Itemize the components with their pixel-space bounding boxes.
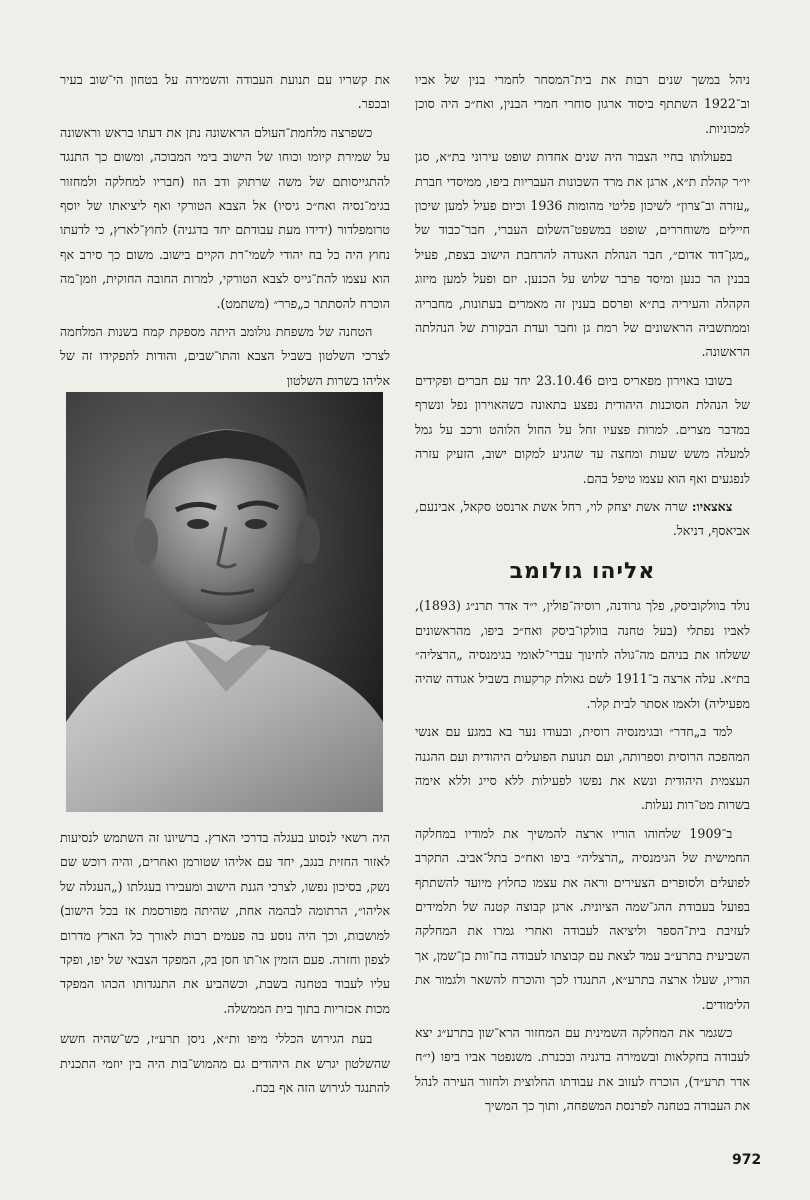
portrait-photo-icon — [66, 392, 383, 812]
left-column-top — [60, 68, 390, 397]
paragraph: את קשריו עם תנועת העבודה והשמירה על בטחון הי־שוב בעיר ובכפר. — [60, 72, 390, 112]
paragraph: ב־1909 שלחוהו הוריו ארצה להמשיך את למודיו במחלקה החמישית של הגימנסיה „הרצליה״ ביפו ואח״כ בתל־אביב. התקרב לפועלים ולסופרים הצעירים וראה את עצמו כחלוץ מיועד להשתתף בפועל בעבודת ההג־שמה הציונית. ארגן קבוצה קטנה של תלמידים לעזיבת בית־הספר וליציאה לעבודה ואחרי גמרו את המחלקה השביעית בתרע״ב עמד לצאת עם קבוצתו לעבודה בח־וות בן־שמן, אך הוריו, שעלו ארצה בתרע״א, התנגדו לכך והוכרח להשאר ולגמור את הלימודים. — [415, 825, 750, 1012]
paragraph: הטחנה של משפחת גולומב היתה מספקת קמח בשנות המלחמה לצרכי השלטון בשביל הצבא והתו־שבים, והודות לתפקידו זה של אליהו בשרות השלטון — [60, 324, 390, 388]
page-number: 972 — [732, 1152, 762, 1168]
left-column-bottom — [60, 826, 390, 1106]
paragraph: ניהל במשך שנים רבות את בית־המסחר לחמרי בנין של אביו וב־1922 השתתף ביסוד ארגון סוחרי חמרי הבנין, ואח״כ היה סוכן למכוניות. — [415, 72, 750, 136]
paragraph: בעת הגירוש הכללי מיפו ות״א, ניסן תרע״ז, כש־שהיה חשש שהשלטון יגרש את היהודים גם מהמוש־בות היה בין יוזמי התכנית להתנגד לגירוש הזה אף בכח. — [60, 1031, 390, 1096]
descendants-label: צאצאיו: — [691, 498, 733, 514]
paragraph: היה רשאי לנסוע בעגלה בדרכי הארץ. ברשיונו זה השתמש לנסיעות לאזור החזית בנגב, יחד עם אליהו שטורמן ואחרים, והיה רוכש שם נשק, בסיכון נפשו, לצרכי הגנת הישוב ומעבירו בעגלתו („העגלה של אליהו״, הרתומה לבהמה אחת, שהיתה מפורסמת אז בכל הישוב) למושבות, וכך היה נוסע בה פעמים רבות לאורך כל הארץ מדרום לצפון וחזרה. פעם הזמין או־תו חסן בק, המפקד הצבאי של יפו, ופקד עליו לעבוד בטחנה בשבת, וכשהביע את התנגדותו הכהו המפקד מכות אכזריות בתוך בית הממשלה. — [60, 830, 390, 1016]
portrait-photo — [66, 392, 383, 812]
paragraph: כשגמר את המחלקה השמינית עם המחזור הרא־שון בתרע״ג יצא לעבודה בחקלאות ובשמירה בדגניה ובכנרת. משנפטר אביו ביפו (י״ח אדר תרע״ד), הוכרח לעזוב את עבודתו החלוצית ולחזור העירה לנהל את העבודה בטחנה לפרנסת המשפחה, ותוך כך המשיך — [415, 1025, 750, 1114]
paragraph: נולד בוולקוביסק, פלך גרודנה, רוסיה־פולין, י״ד אדר תרנ״ג (1893), לאביו נפתלי (בעל טחנה בוולקו־ביסק ואח״כ ביפו, מהראשונים ששלחו את בניהם מה־גולה לחינוך עברי־לאומי בגימנסיה „הרצליה״ בת״א. עלה ארצה ב־1911 לשם גאולת קרקעות בשביל אגודה שהיה מפעיליה) ולאמו אסתר לבית קלר. — [415, 598, 750, 711]
entry-heading: אליהו גולומב — [509, 558, 656, 584]
descendants-list: שרה אשת יצחק לוי, רחל אשת ארנסט סקאל, אבינעם, אביאסף, דניאל. — [415, 498, 750, 539]
paragraph: כשפרצה מלחמת־העולם הראשונה נתן את דעתו בראש וראשונה על שמירת קיומו וכוחו של הישוב בימי המבוכה, ומשום כך התנגד להתגייסותם של משה שרתוק ודב הוז (חבריו למחלקה ולמחזור בגימ־נסיה ואח״כ גיסיו) אל הצבא הטורקי ואף ליציאתו של יוסף טרומפלדור (ידידו מעת עבודתם יחד בדגניה) לחוץ־לארץ, כי לדעתו נחוץ היה כל בח יהודי לשמי־רת הקיים בישוב. משום כך סירב אף הוא עצמו להת־גייס לצבא הטורקי, למרות החובה החוקית, וזמן־מה הוכרח להסתתר כ„פרר״ (משתמט). — [60, 124, 390, 311]
right-column — [415, 68, 750, 1123]
paragraph: בפעולותו בחיי הצבור היה שנים אחדות שופט עירוני בת״א, סגן יו״ר קהלת ת״א, ארגן את מרד השכונות העבריות ביפו, ממיסדי חברת „עזרה וב־צרון״ לשיכון פליטי מהומות 1936 וכיום פעיל למען שיכון חיילים משוחררים, שופט במשפט־השלום העברי, חבר־כבוד של „מגן־דוד אדום״, חבר הנהלת האגודה להרחבת הישוב בצפת, פעיל בבנין הר כנען ומיסד פרבר שלוש על הכנען. יזם ופעל למען מיזוג הקהלה והעיריה בת״א ופרסם בענין זה מאמרים בעתונות, מחבריה וממתשביה הראשונים של רמת גן וחבר ועדת הבקורת של הנהלתה הראשונה. — [415, 149, 750, 360]
paragraph: בשובו באוירון מפאריס ביום 23.10.46 יחד עם חברים ופקידים של הנהלת הסוכנות היהודית נפצע בתאונה כשהאוירון נפל ונשרף במדבר מצרים. למרות פצעיו זחל על החול הלוהט ורכב על גמל למעלה משש שעות ומחצה עד שהגיע למקום ישוב, הזעיק עזרה לנפגעים ואף הוא עצמו טיפל בהם. — [415, 372, 750, 486]
descendants-paragraph — [415, 495, 750, 544]
paragraph: למד ב„חדר״ ובגימנסיה רוסית, ובעודו נער בא במגע עם אנשי המהפכה הרוסית וספרותה, ועם תנועת הפועלים היהודית ועם ההגנה העצמית היהודית ונשא את נפשו לפעילות ללא סייג וללא אימה בשרות מט־רות נעלות. — [415, 724, 750, 813]
